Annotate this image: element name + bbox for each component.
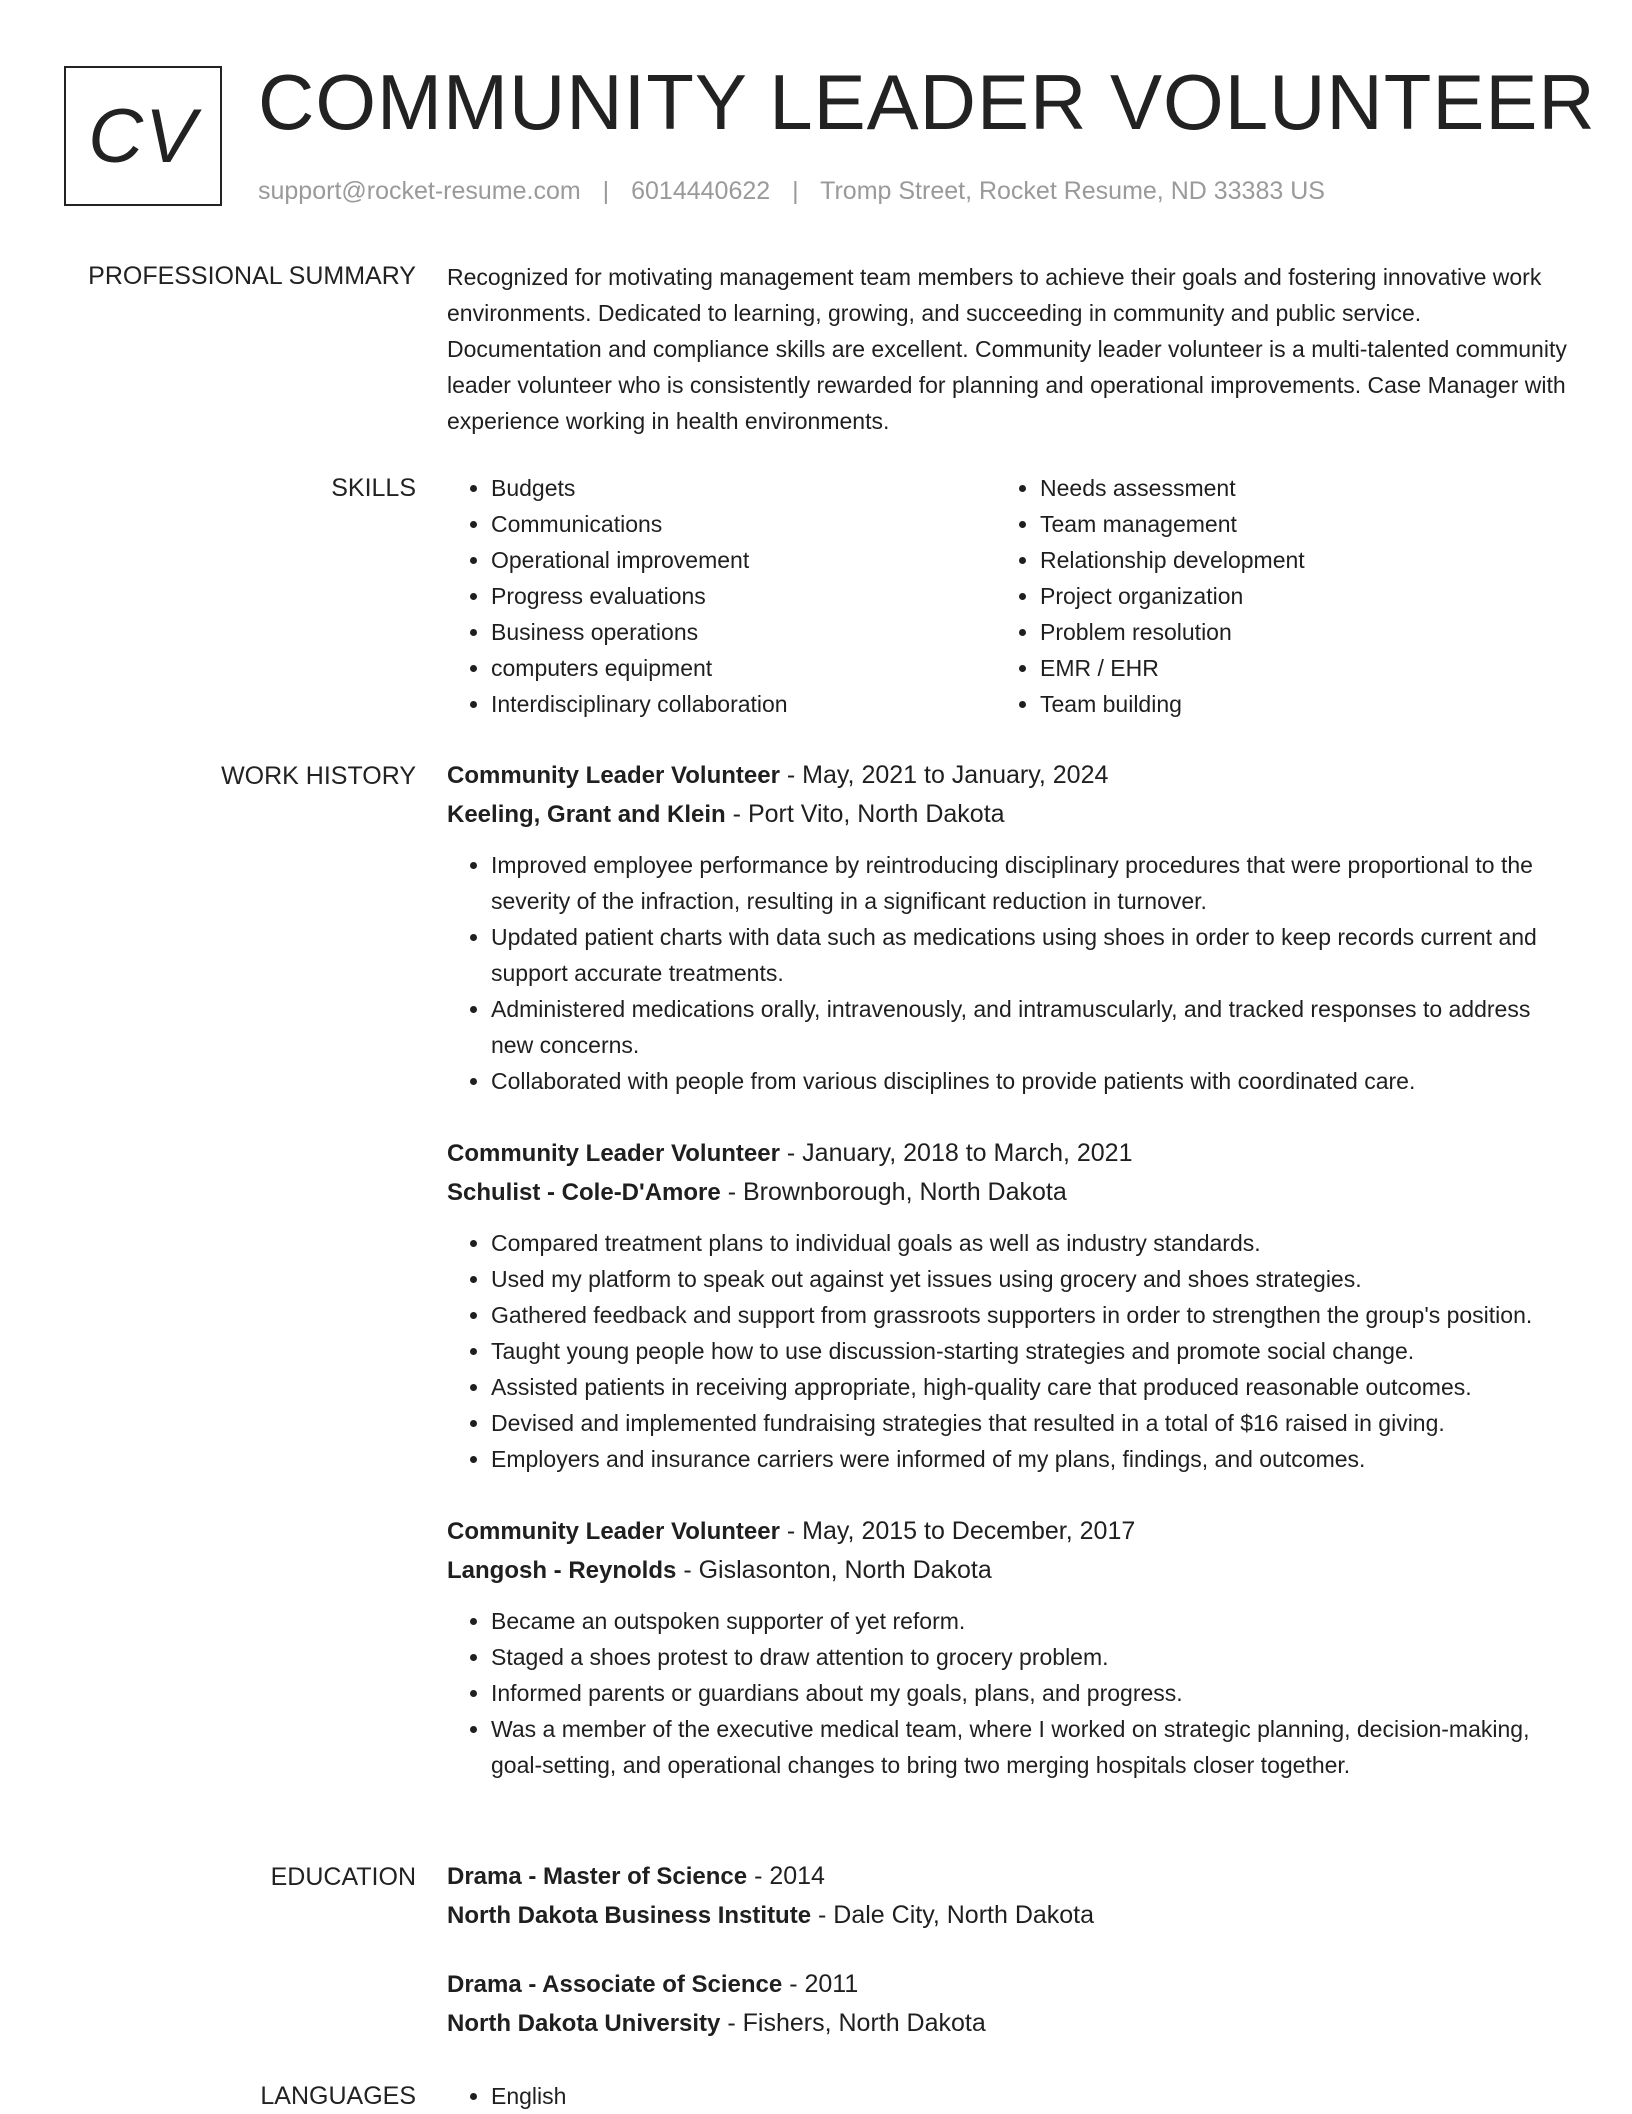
skills-list-right	[996, 470, 1545, 722]
school-line	[447, 2004, 1567, 2043]
job-bullet: • Devised and implemented fundraising strategies that resulted in a total of $16 raised in giving.	[491, 1405, 1567, 1441]
job-title: Community Leader Volunteer	[447, 1140, 780, 1167]
degree-line	[447, 1965, 1567, 2004]
job-bullet: • Staged a shoes protest to draw attention to grocery problem.	[491, 1639, 1567, 1675]
job-bullet: • Taught young people how to use discussion-starting strategies and promote social change.	[491, 1333, 1567, 1369]
degree: Drama - Associate of Science	[447, 1971, 783, 1998]
job-company: Langosh - Reynolds	[447, 1557, 677, 1584]
school: North Dakota University	[447, 2010, 721, 2037]
education-heading: EDUCATION	[270, 1863, 416, 1891]
job-bullet: • Informed parents or guardians about my goals, plans, and progress.	[491, 1675, 1567, 1711]
job-dates: - May, 2015 to December, 2017	[786, 1517, 1136, 1545]
job-location: - Port Vito, North Dakota	[732, 800, 1005, 828]
job-title: Community Leader Volunteer	[447, 762, 780, 789]
skill-item: • Team building	[1040, 686, 1545, 722]
resume-name: COMMUNITY LEADER VOLUNTEER	[258, 58, 1596, 146]
skill-item: • EMR / EHR	[1040, 650, 1545, 686]
contact-email: support@rocket-resume.com	[258, 177, 581, 205]
job-title-line	[447, 1512, 1567, 1551]
skills-list-left	[447, 470, 996, 722]
job-bullets	[447, 847, 1567, 1099]
skill-item: • Progress evaluations	[491, 578, 996, 614]
job-title: Community Leader Volunteer	[447, 1518, 780, 1545]
skill-item: • computers equipment	[491, 650, 996, 686]
job-bullet: • Employers and insurance carriers were informed of my plans, findings, and outcomes.	[491, 1441, 1567, 1477]
degree-year: - 2011	[789, 1970, 859, 1998]
job-bullet: • Compared treatment plans to individual goals as well as industry standards.	[491, 1225, 1567, 1261]
job-bullets	[447, 1603, 1567, 1783]
job-bullet: • Was a member of the executive medical team, where I worked on strategic planning, decision-making, goal-setting, and operational changes to bring two merging hospitals closer together.	[491, 1711, 1567, 1783]
job-bullets	[447, 1225, 1567, 1477]
job-bullet: • Assisted patients in receiving appropriate, high-quality care that produced reasonable outcomes.	[491, 1369, 1567, 1405]
job-location: - Brownborough, North Dakota	[727, 1178, 1067, 1206]
contact-address: Tromp Street, Rocket Resume, ND 33383 US	[820, 177, 1325, 205]
degree-line	[447, 1857, 1567, 1896]
job-dates: - May, 2021 to January, 2024	[786, 761, 1109, 789]
skill-item: • Communications	[491, 506, 996, 542]
skill-item: • Budgets	[491, 470, 996, 506]
education-entry	[447, 1857, 1567, 1935]
job-entry	[447, 1512, 1567, 1783]
education-entry	[447, 1965, 1567, 2043]
job-bullet: • Administered medications orally, intravenously, and intramuscularly, and tracked responses to address new concerns.	[491, 991, 1567, 1063]
contact-line	[258, 174, 1325, 208]
monogram-box	[64, 66, 222, 206]
skill-item: • Interdisciplinary collaboration	[491, 686, 996, 722]
skill-item: • Problem resolution	[1040, 614, 1545, 650]
skills-columns	[447, 470, 1567, 722]
degree-year: - 2014	[754, 1862, 825, 1890]
job-bullet: • Updated patient charts with data such as medications using shoes in order to keep records current and support accurate treatments.	[491, 919, 1567, 991]
school-location: - Fishers, North Dakota	[727, 2009, 986, 2037]
skill-item: • Needs assessment	[1040, 470, 1545, 506]
job-bullet: • Gathered feedback and support from grassroots supporters in order to strengthen the group's position.	[491, 1297, 1567, 1333]
skills-heading: SKILLS	[331, 474, 416, 502]
skill-item: • Project organization	[1040, 578, 1545, 614]
job-company-line	[447, 1551, 1567, 1590]
skill-item: • Team management	[1040, 506, 1545, 542]
language-item: • English	[491, 2078, 996, 2114]
job-bullet: • Collaborated with people from various disciplines to provide patients with coordinated care.	[491, 1063, 1567, 1099]
job-company: Keeling, Grant and Klein	[447, 801, 726, 828]
contact-separator: |	[602, 177, 610, 205]
contact-separator: |	[792, 177, 799, 205]
school-location: - Dale City, North Dakota	[818, 1901, 1095, 1929]
job-location: - Gislasonton, North Dakota	[683, 1556, 992, 1584]
job-entry	[447, 756, 1567, 1099]
job-title-line	[447, 756, 1567, 795]
school-line	[447, 1896, 1567, 1935]
school: North Dakota Business Institute	[447, 1902, 812, 1929]
summary-heading: PROFESSIONAL SUMMARY	[88, 262, 416, 290]
summary-text: Recognized for motivating management team members to achieve their goals and fostering innovative work environments. Dedicated to learning, growing, and succeeding in community and public service. Documentation and compliance skills are excellent. Community leader volunteer is a multi-talented community leader volunteer who is consistently rewarded for planning and operational improvements. Case Manager with experience working in health environments.	[447, 264, 1567, 434]
skill-item: • Relationship development	[1040, 542, 1545, 578]
job-company-line	[447, 795, 1567, 834]
work-heading: WORK HISTORY	[221, 762, 416, 790]
job-dates: - January, 2018 to March, 2021	[786, 1139, 1133, 1167]
job-company-line	[447, 1173, 1567, 1212]
job-bullet: • Used my platform to speak out against yet issues using grocery and shoes strategies.	[491, 1261, 1567, 1297]
contact-phone: 6014440622	[631, 177, 771, 205]
skill-item: • Operational improvement	[491, 542, 996, 578]
monogram-text: CV	[88, 93, 198, 179]
job-company: Schulist - Cole-D'Amore	[447, 1179, 721, 1206]
skill-item: • Business operations	[491, 614, 996, 650]
languages-heading: LANGUAGES	[260, 2082, 416, 2110]
degree: Drama - Master of Science	[447, 1863, 748, 1890]
job-entry	[447, 1134, 1567, 1477]
job-title-line	[447, 1134, 1567, 1173]
job-bullet: • Became an outspoken supporter of yet reform.	[491, 1603, 1567, 1639]
languages-list	[447, 2078, 996, 2114]
job-bullet: • Improved employee performance by reintroducing disciplinary procedures that were proportional to the severity of the infraction, resulting in a significant reduction in turnover.	[491, 847, 1567, 919]
